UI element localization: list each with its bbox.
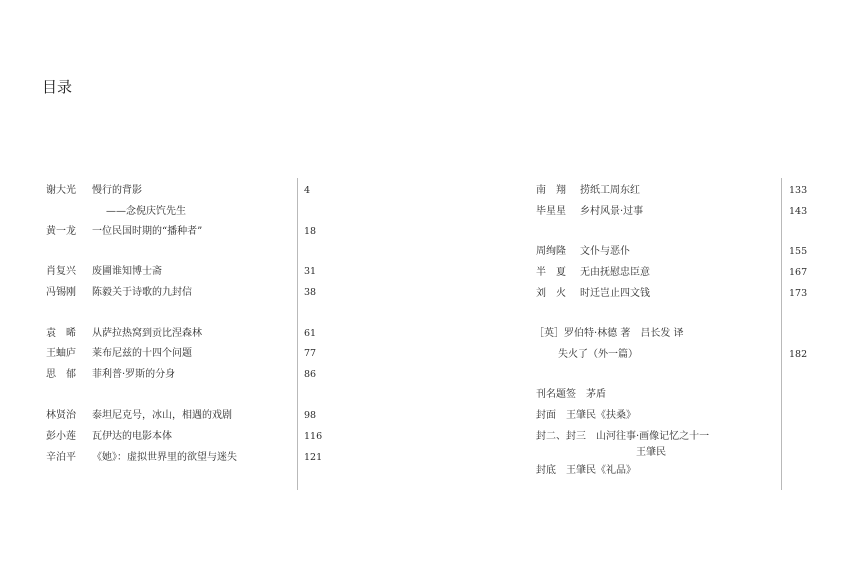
entry-title: 废圃谁知博士斋 bbox=[92, 266, 162, 277]
entry-author: 刘 火 bbox=[536, 288, 566, 299]
entry-author: 辛泊平 bbox=[46, 452, 76, 463]
credit-text: 封面 王肇民《扶桑》 bbox=[536, 410, 636, 421]
entry-author: 肖复兴 bbox=[46, 266, 76, 277]
entry-title: 文仆与恶仆 bbox=[580, 246, 630, 257]
translation-byline: ［英］罗伯特·林德 著 吕长发 译 bbox=[534, 328, 684, 339]
toc-left-column bbox=[40, 178, 323, 490]
toc-entry[interactable] bbox=[40, 326, 317, 342]
toc-entry[interactable] bbox=[40, 429, 323, 445]
entry-page: 98 bbox=[304, 410, 317, 421]
entry-author: 冯锡刚 bbox=[46, 287, 76, 298]
credit-masthead bbox=[530, 387, 785, 403]
entry-author: 半 夏 bbox=[536, 267, 566, 278]
credit-text: 王肇民 bbox=[636, 447, 666, 458]
entry-page: 18 bbox=[304, 226, 317, 237]
entry-title: 陈毅关于诗歌的九封信 bbox=[92, 287, 192, 298]
entry-page: 31 bbox=[304, 266, 317, 277]
entry-title: 无由抚慰忠臣意 bbox=[580, 267, 650, 278]
entry-author: 毕星星 bbox=[536, 206, 566, 217]
entry-title: 一位民国时期的“播种者” bbox=[92, 226, 203, 237]
entry-page: 143 bbox=[789, 206, 808, 217]
toc-entry[interactable] bbox=[40, 183, 311, 199]
entry-author: 南 翔 bbox=[536, 185, 566, 196]
entry-author: 思 郁 bbox=[46, 369, 76, 380]
toc-heading: 目录 bbox=[42, 78, 73, 96]
entry-page: 155 bbox=[789, 246, 808, 257]
entry-page: 173 bbox=[789, 288, 808, 299]
entry-page: 182 bbox=[789, 349, 808, 360]
toc-entry[interactable] bbox=[530, 183, 808, 199]
entry-page: 4 bbox=[304, 185, 311, 196]
entry-title: 泰坦尼克号，冰山，相遇的戏剧 bbox=[92, 410, 232, 421]
entry-page: 61 bbox=[304, 328, 317, 339]
entry-title: 从萨拉热窝到贡比涅森林 bbox=[92, 328, 202, 339]
entry-title: 菲利普·罗斯的分身 bbox=[92, 369, 176, 380]
toc-entry[interactable] bbox=[40, 367, 317, 383]
entry-page: 133 bbox=[789, 185, 808, 196]
toc-entry[interactable] bbox=[530, 204, 808, 220]
credit-text: 刊名题签 茅盾 bbox=[536, 389, 606, 400]
toc-entry-byline bbox=[530, 326, 785, 342]
entry-title: 时迁岂止四文钱 bbox=[580, 288, 650, 299]
toc-entry[interactable] bbox=[530, 347, 808, 363]
toc-entry[interactable] bbox=[530, 244, 808, 260]
credit-back-cover bbox=[530, 463, 785, 479]
toc-right-column bbox=[530, 178, 808, 490]
entry-title: 《她》：虚拟世界里的欲望与迷失 bbox=[92, 452, 237, 463]
entry-title: 莱布尼兹的十四个问题 bbox=[92, 348, 192, 359]
entry-author: 袁 晞 bbox=[46, 328, 76, 339]
entry-author: 谢大光 bbox=[46, 185, 76, 196]
entry-title: 捞纸工周东红 bbox=[580, 185, 640, 196]
entry-page: 86 bbox=[304, 369, 317, 380]
entry-author: 黄一龙 bbox=[46, 226, 76, 237]
entry-page: 77 bbox=[304, 348, 317, 359]
toc-entry[interactable] bbox=[40, 408, 317, 424]
entry-page: 116 bbox=[304, 431, 323, 442]
credit-inside-covers-artist bbox=[530, 445, 785, 461]
entry-page: 167 bbox=[789, 267, 808, 278]
credit-inside-covers bbox=[530, 429, 785, 445]
toc-entry[interactable] bbox=[530, 265, 808, 281]
entry-title: 失火了（外一篇） bbox=[558, 349, 638, 360]
toc-entry[interactable] bbox=[40, 450, 323, 466]
credit-cover bbox=[530, 408, 785, 424]
credit-text: 封底 王肇民《礼品》 bbox=[536, 465, 636, 476]
entry-author: 周绚隆 bbox=[536, 246, 566, 257]
entry-title: 乡村风景·过事 bbox=[580, 206, 644, 217]
toc-entry[interactable] bbox=[40, 346, 317, 362]
toc-entry[interactable] bbox=[40, 285, 317, 301]
toc-entry[interactable] bbox=[530, 286, 808, 302]
entry-author: 王蚰庐 bbox=[46, 348, 76, 359]
entry-author: 彭小莲 bbox=[46, 431, 76, 442]
toc-entry-subtitle bbox=[40, 204, 300, 220]
entry-author: 林贤治 bbox=[46, 410, 76, 421]
entry-subtitle: ——念倪庆饩先生 bbox=[106, 206, 186, 217]
entry-page: 38 bbox=[304, 287, 317, 298]
entry-title: 瓦伊达的电影本体 bbox=[92, 431, 172, 442]
entry-page: 121 bbox=[304, 452, 323, 463]
entry-title: 慢行的背影 bbox=[92, 185, 142, 196]
toc-entry[interactable] bbox=[40, 224, 317, 240]
credit-text: 封二、封三 山河往事·画像记忆之十一 bbox=[536, 431, 710, 442]
toc-entry[interactable] bbox=[40, 264, 317, 280]
